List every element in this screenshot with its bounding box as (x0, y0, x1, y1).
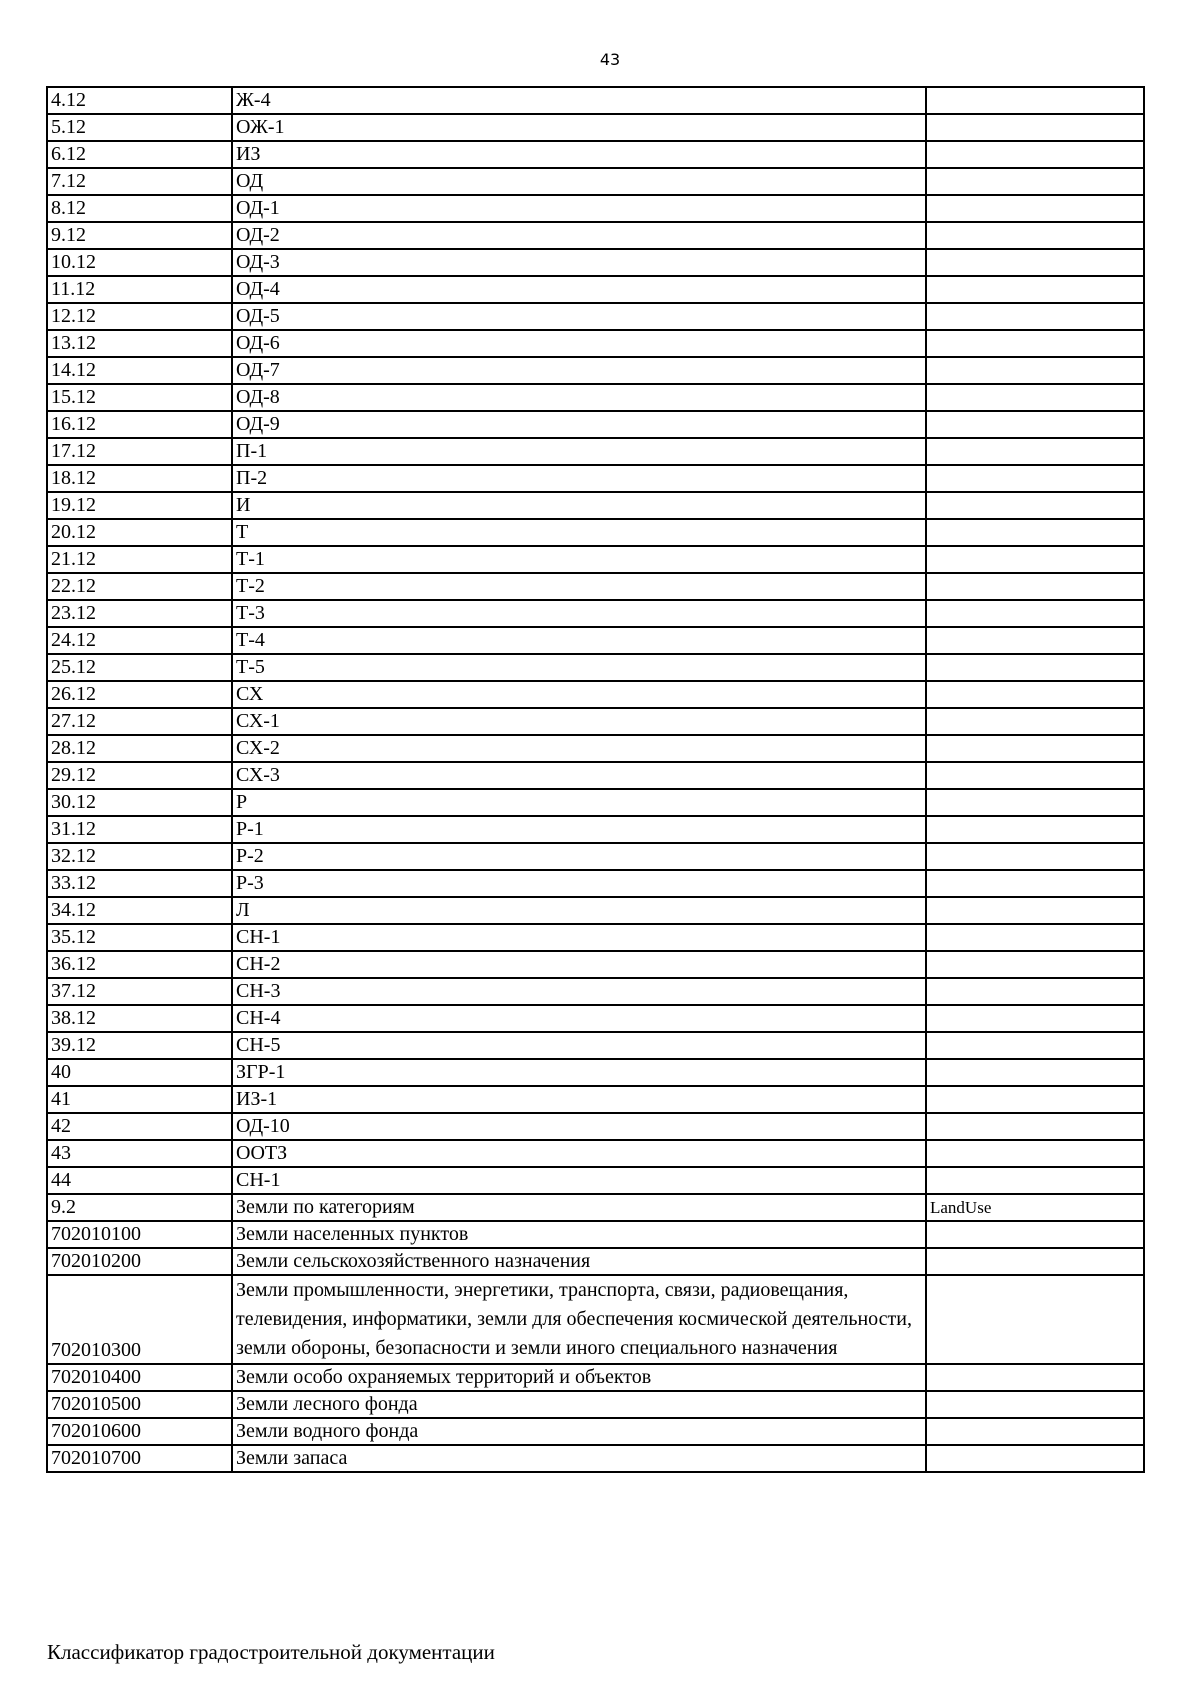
table-row (47, 978, 1144, 1005)
table-row (47, 141, 1144, 168)
code-cell: 10.12 (47, 249, 232, 276)
code-cell: 15.12 (47, 384, 232, 411)
code-cell: 36.12 (47, 951, 232, 978)
layer-cell (926, 978, 1144, 1005)
table-row (47, 1418, 1144, 1445)
layer-cell (926, 492, 1144, 519)
code-cell: 41 (47, 1086, 232, 1113)
code-cell: 5.12 (47, 114, 232, 141)
table-row (47, 1059, 1144, 1086)
name-cell: Т-3 (232, 600, 926, 627)
name-cell: СН-2 (232, 951, 926, 978)
layer-cell (926, 1418, 1144, 1445)
name-cell: Т-4 (232, 627, 926, 654)
name-cell: ОД-7 (232, 357, 926, 384)
table-row (47, 573, 1144, 600)
code-cell: 19.12 (47, 492, 232, 519)
name-cell: П-1 (232, 438, 926, 465)
name-cell: СХ (232, 681, 926, 708)
layer-cell (926, 87, 1144, 114)
document-footer: Классификатор градостроительной документации (47, 1640, 495, 1664)
code-cell: 16.12 (47, 411, 232, 438)
layer-cell (926, 222, 1144, 249)
table-row (47, 654, 1144, 681)
code-cell: 31.12 (47, 816, 232, 843)
name-cell: Земли водного фонда (232, 1418, 926, 1445)
layer-cell (926, 1391, 1144, 1418)
table-row (47, 924, 1144, 951)
code-cell: 702010600 (47, 1418, 232, 1445)
name-cell: СН-5 (232, 1032, 926, 1059)
name-cell: ООТЗ (232, 1140, 926, 1167)
name-cell: ОД-10 (232, 1113, 926, 1140)
code-cell: 9.2 (47, 1194, 232, 1221)
code-cell: 44 (47, 1167, 232, 1194)
layer-cell (926, 141, 1144, 168)
page-number: 43 (599, 50, 621, 69)
classifier-table-body (47, 87, 1144, 1472)
table-row (47, 168, 1144, 195)
code-cell: 22.12 (47, 573, 232, 600)
table-row (47, 492, 1144, 519)
layer-cell (926, 465, 1144, 492)
code-cell: 702010400 (47, 1364, 232, 1391)
name-cell: ОД (232, 168, 926, 195)
table-row (47, 627, 1144, 654)
table-row (47, 330, 1144, 357)
layer-cell (926, 627, 1144, 654)
layer-cell (926, 762, 1144, 789)
name-cell: Земли по категориям (232, 1194, 926, 1221)
code-cell: 20.12 (47, 519, 232, 546)
code-cell: 7.12 (47, 168, 232, 195)
layer-cell (926, 1032, 1144, 1059)
name-cell: СХ-3 (232, 762, 926, 789)
layer-cell (926, 357, 1144, 384)
table-row (47, 897, 1144, 924)
layer-cell: LandUse (926, 1194, 1144, 1221)
layer-cell (926, 708, 1144, 735)
name-cell: ОД-8 (232, 384, 926, 411)
code-cell: 702010100 (47, 1221, 232, 1248)
layer-cell (926, 1005, 1144, 1032)
layer-cell (926, 681, 1144, 708)
table-row (47, 708, 1144, 735)
table-row (47, 438, 1144, 465)
name-cell: ОД-6 (232, 330, 926, 357)
layer-cell (926, 438, 1144, 465)
layer-cell (926, 330, 1144, 357)
name-cell: ЗГР-1 (232, 1059, 926, 1086)
table-row (47, 816, 1144, 843)
layer-cell (926, 1140, 1144, 1167)
name-cell: ОД-2 (232, 222, 926, 249)
code-cell: 17.12 (47, 438, 232, 465)
code-cell: 28.12 (47, 735, 232, 762)
code-cell: 702010200 (47, 1248, 232, 1275)
table-row (47, 1086, 1144, 1113)
code-cell: 702010500 (47, 1391, 232, 1418)
table-row (47, 249, 1144, 276)
name-cell: П-2 (232, 465, 926, 492)
layer-cell (926, 897, 1144, 924)
code-cell: 33.12 (47, 870, 232, 897)
layer-cell (926, 519, 1144, 546)
name-cell: И (232, 492, 926, 519)
classifier-table (46, 86, 1145, 1473)
name-cell: Т (232, 519, 926, 546)
name-cell: ОД-9 (232, 411, 926, 438)
code-cell: 32.12 (47, 843, 232, 870)
layer-cell (926, 735, 1144, 762)
name-cell: Земли сельскохозяйственного назначения (232, 1248, 926, 1275)
table-row (47, 357, 1144, 384)
name-cell: СХ-2 (232, 735, 926, 762)
code-cell: 8.12 (47, 195, 232, 222)
layer-cell (926, 168, 1144, 195)
name-cell: Р-2 (232, 843, 926, 870)
name-cell: Т-2 (232, 573, 926, 600)
table-row (47, 1032, 1144, 1059)
layer-cell (926, 276, 1144, 303)
table-row (47, 1364, 1144, 1391)
layer-cell (926, 1167, 1144, 1194)
name-cell: Земли населенных пунктов (232, 1221, 926, 1248)
name-cell: Л (232, 897, 926, 924)
layer-cell (926, 789, 1144, 816)
layer-cell (926, 195, 1144, 222)
table-row (47, 600, 1144, 627)
layer-cell (926, 951, 1144, 978)
layer-cell (926, 1113, 1144, 1140)
code-cell: 25.12 (47, 654, 232, 681)
layer-cell (926, 546, 1144, 573)
name-cell: Земли лесного фонда (232, 1391, 926, 1418)
table-row (47, 843, 1144, 870)
layer-cell (926, 1248, 1144, 1275)
table-row (47, 1391, 1144, 1418)
code-cell: 4.12 (47, 87, 232, 114)
name-cell: ОЖ-1 (232, 114, 926, 141)
name-cell: Т-1 (232, 546, 926, 573)
code-cell: 702010700 (47, 1445, 232, 1472)
table-row (47, 951, 1144, 978)
layer-cell (926, 1221, 1144, 1248)
layer-cell (926, 816, 1144, 843)
layer-cell (926, 573, 1144, 600)
code-cell: 30.12 (47, 789, 232, 816)
table-row (47, 303, 1144, 330)
code-cell: 23.12 (47, 600, 232, 627)
layer-cell (926, 654, 1144, 681)
layer-cell (926, 1086, 1144, 1113)
name-cell: Земли запаса (232, 1445, 926, 1472)
code-cell: 13.12 (47, 330, 232, 357)
code-cell: 38.12 (47, 1005, 232, 1032)
code-cell: 21.12 (47, 546, 232, 573)
layer-cell (926, 1364, 1144, 1391)
table-row (47, 465, 1144, 492)
code-cell: 40 (47, 1059, 232, 1086)
layer-cell (926, 924, 1144, 951)
layer-cell (926, 1275, 1144, 1364)
code-cell: 42 (47, 1113, 232, 1140)
code-cell: 702010300 (47, 1275, 232, 1364)
layer-cell (926, 600, 1144, 627)
name-cell: СХ-1 (232, 708, 926, 735)
layer-cell (926, 303, 1144, 330)
table-row (47, 762, 1144, 789)
table-row (47, 276, 1144, 303)
code-cell: 37.12 (47, 978, 232, 1005)
table-row (47, 1248, 1144, 1275)
table-row (47, 87, 1144, 114)
code-cell: 9.12 (47, 222, 232, 249)
code-cell: 39.12 (47, 1032, 232, 1059)
table-row (47, 735, 1144, 762)
name-cell: СН-1 (232, 1167, 926, 1194)
code-cell: 6.12 (47, 141, 232, 168)
table-row (47, 1194, 1144, 1221)
code-cell: 29.12 (47, 762, 232, 789)
layer-cell (926, 114, 1144, 141)
code-cell: 18.12 (47, 465, 232, 492)
code-cell: 27.12 (47, 708, 232, 735)
name-cell: ОД-4 (232, 276, 926, 303)
table-row (47, 1445, 1144, 1472)
layer-cell (926, 249, 1144, 276)
name-cell: ОД-1 (232, 195, 926, 222)
table-row (47, 870, 1144, 897)
table-row (47, 519, 1144, 546)
table-row (47, 1275, 1144, 1364)
name-cell: ИЗ (232, 141, 926, 168)
code-cell: 26.12 (47, 681, 232, 708)
layer-cell (926, 1059, 1144, 1086)
table-row (47, 384, 1144, 411)
name-cell: СН-4 (232, 1005, 926, 1032)
code-cell: 11.12 (47, 276, 232, 303)
name-cell: Земли особо охраняемых территорий и объектов (232, 1364, 926, 1391)
code-cell: 35.12 (47, 924, 232, 951)
layer-cell (926, 843, 1144, 870)
table-row (47, 1221, 1144, 1248)
code-cell: 12.12 (47, 303, 232, 330)
name-cell: СН-1 (232, 924, 926, 951)
layer-cell (926, 870, 1144, 897)
layer-cell (926, 411, 1144, 438)
name-cell: СН-3 (232, 978, 926, 1005)
code-cell: 14.12 (47, 357, 232, 384)
name-cell: ОД-5 (232, 303, 926, 330)
code-cell: 24.12 (47, 627, 232, 654)
code-cell: 43 (47, 1140, 232, 1167)
table-row (47, 1167, 1144, 1194)
layer-cell (926, 384, 1144, 411)
name-cell: Р (232, 789, 926, 816)
name-cell: Т-5 (232, 654, 926, 681)
table-row (47, 681, 1144, 708)
name-cell: Р-1 (232, 816, 926, 843)
table-row (47, 195, 1144, 222)
name-cell: Земли промышленности, энергетики, транспорта, связи, радиовещания, телевидения, информатики, земли для обеспечения космической деятельности, земли обороны, безопасности и земли иного специального назначения (232, 1275, 926, 1364)
name-cell: ИЗ-1 (232, 1086, 926, 1113)
table-row (47, 1140, 1144, 1167)
name-cell: Ж-4 (232, 87, 926, 114)
table-row (47, 114, 1144, 141)
table-row (47, 1113, 1144, 1140)
code-cell: 34.12 (47, 897, 232, 924)
layer-cell (926, 1445, 1144, 1472)
table-row (47, 222, 1144, 249)
table-row (47, 789, 1144, 816)
table-row (47, 411, 1144, 438)
name-cell: Р-3 (232, 870, 926, 897)
table-row (47, 546, 1144, 573)
name-cell: ОД-3 (232, 249, 926, 276)
table-row (47, 1005, 1144, 1032)
